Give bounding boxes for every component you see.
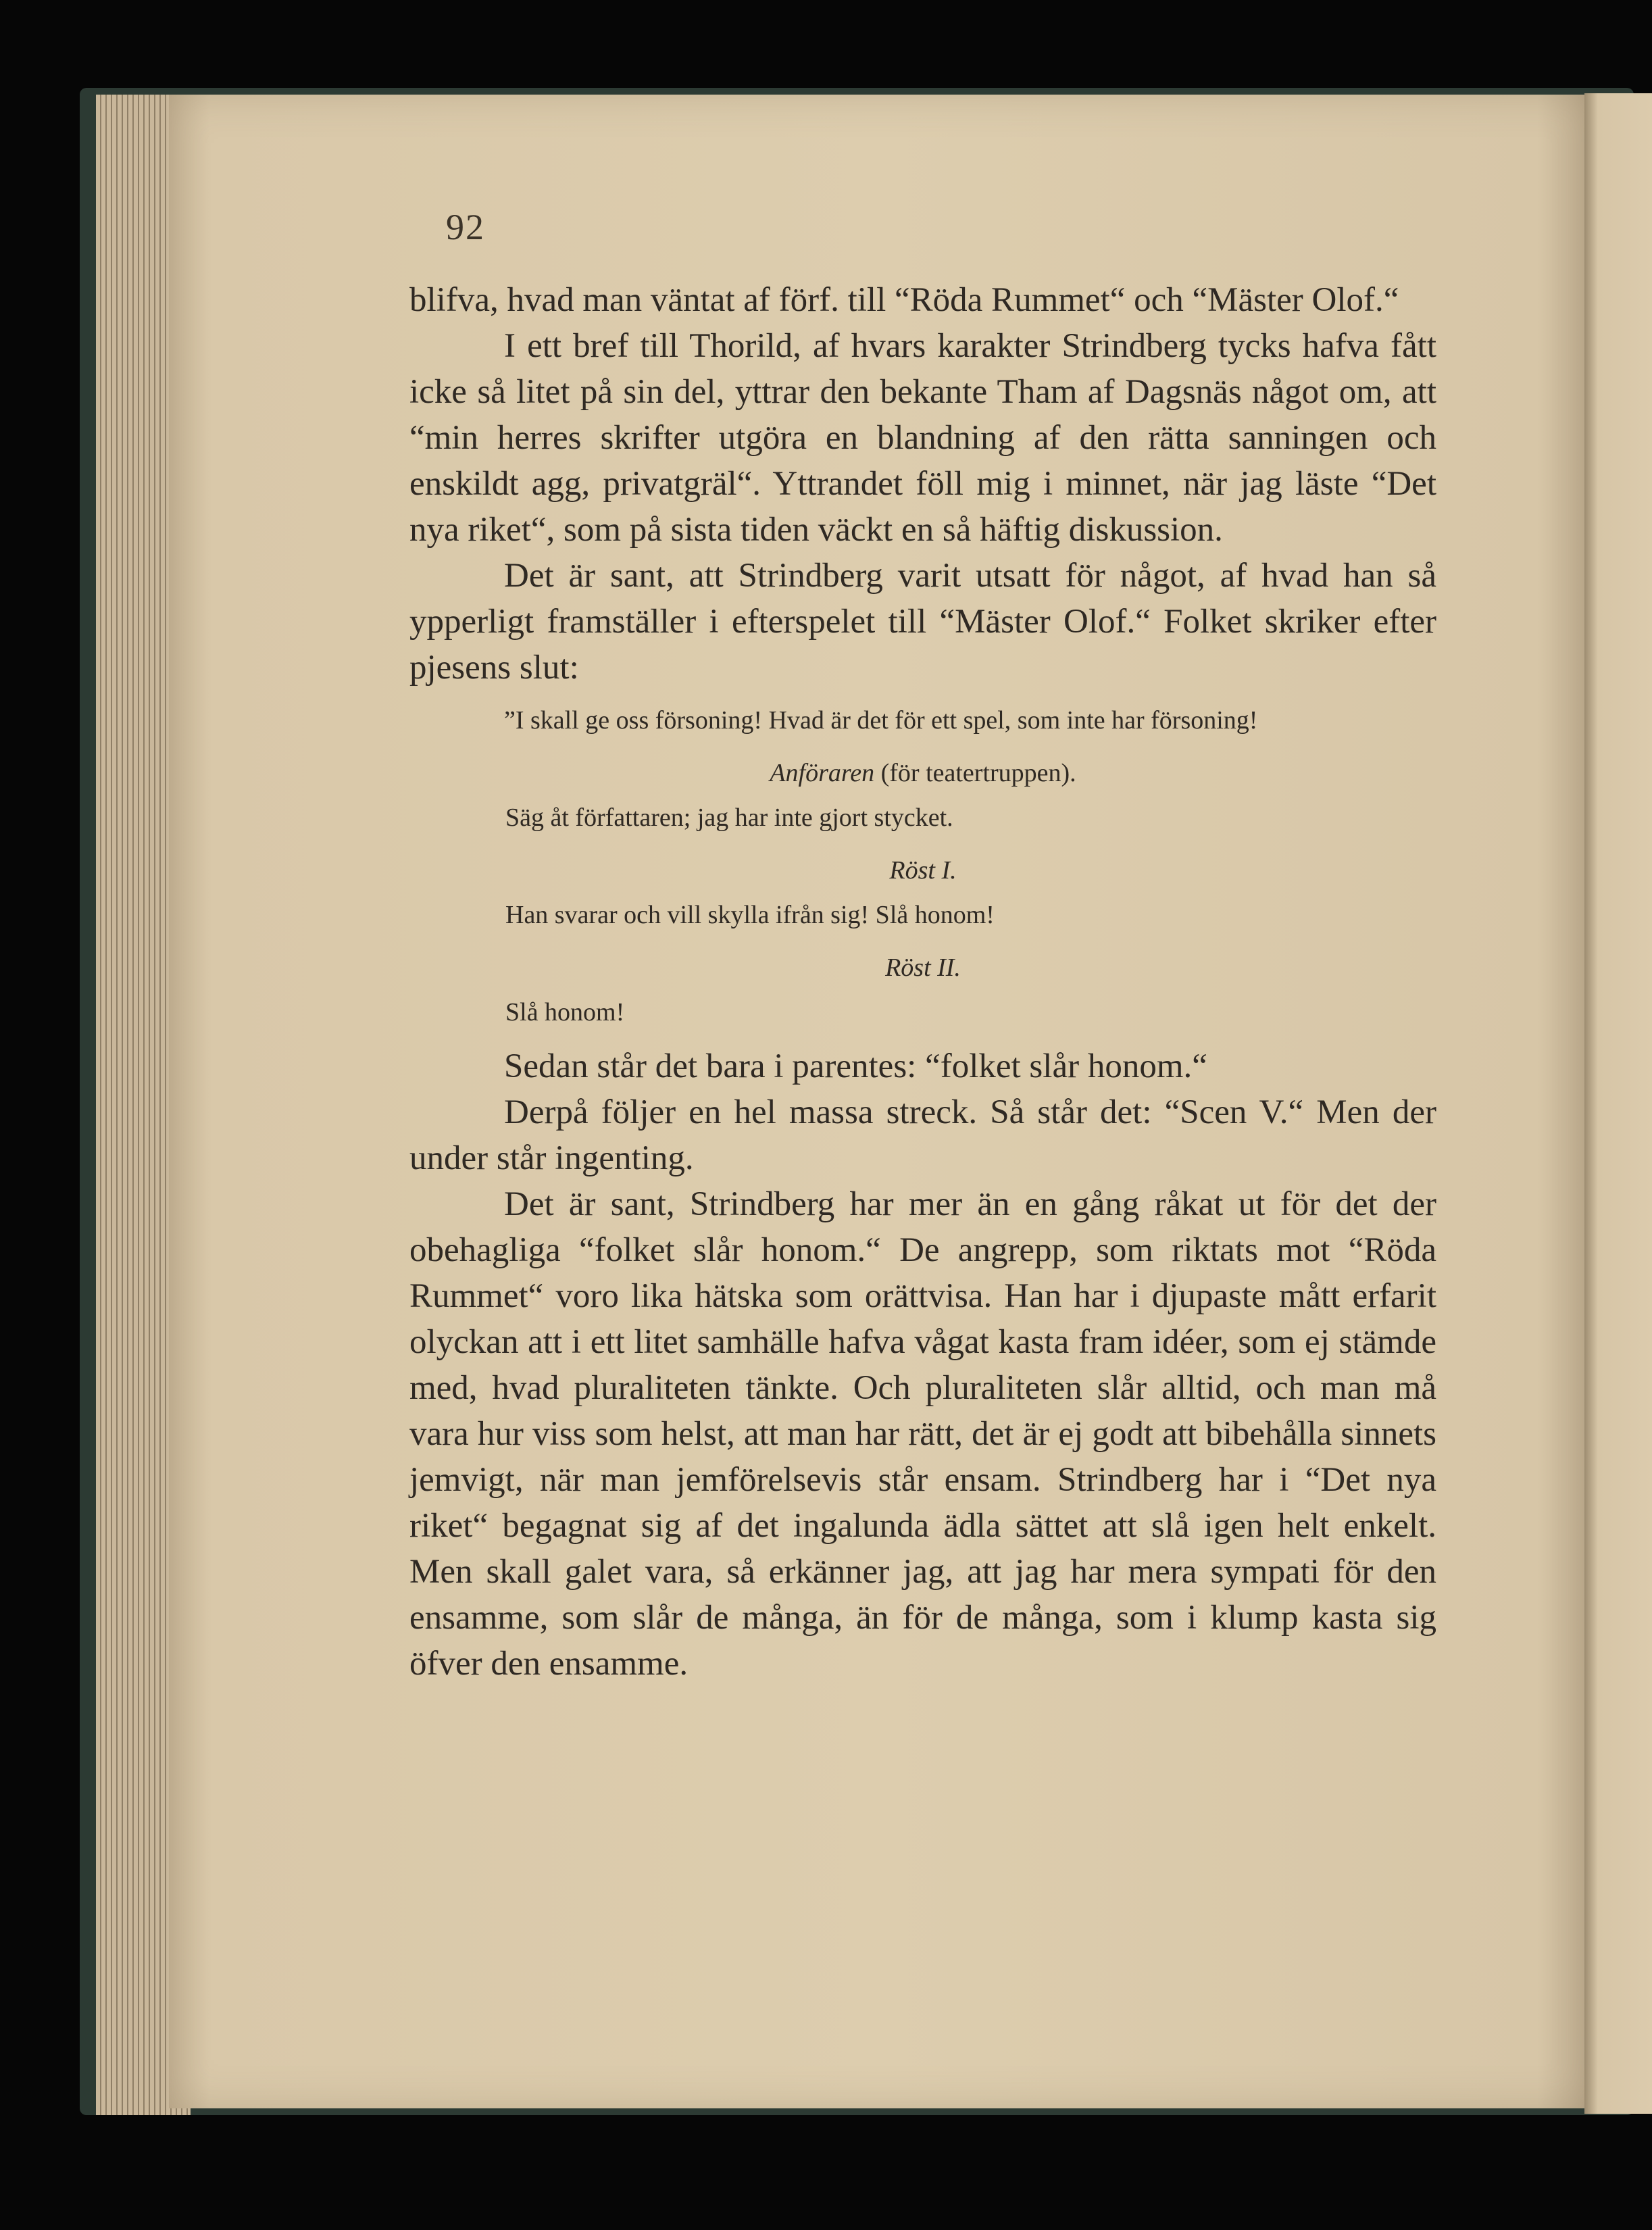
dialogue-quote [409, 700, 1436, 1033]
speaker-note: (för teatertruppen). [880, 759, 1076, 787]
dialogue-line: Han svarar och vill skylla ifrån sig! Slå honom! [505, 901, 995, 929]
dialogue-line: Slå honom! [505, 998, 625, 1026]
page-number: 92 [446, 207, 485, 247]
dialogue-line: Säg åt författaren; jag har inte gjort stycket. [505, 803, 953, 832]
facing-page [1584, 93, 1652, 2114]
paragraph: Sedan står det bara i parentes: “folket slår honom.“ [504, 1047, 1207, 1085]
paragraph: Derpå följer en hel massa streck. Så står det: “Scen V.“ Men der under står ingenting. [409, 1093, 1436, 1177]
speaker-name: Röst I. [889, 856, 957, 885]
speaker-name: Röst II. [885, 953, 961, 982]
speaker-name-text: Anföraren [770, 759, 875, 787]
paragraph: Det är sant, Strindberg har mer än en gång råkat ut för det der obehagliga “folket slår honom.“ De angrepp, som riktats mot “Röda Rummet“ voro lika hätska som orättvisa. Han har i djupaste mått erfarit olyckan att i ett litet samhälle hafva vågat kasta fram idéer, som ej stämde med, hvad pluraliteten tänkte. Och pluraliteten slår alltid, och man må vara hur viss som helst, att man har rätt, det är ej godt att bibehålla sinnets jemvigt, när man jemförelsevis står ensam. Strindberg har i “Det nya riket“ begagnat sig af det ingalunda ädla sättet att slå igen helt enkelt. Men skall galet vara, så erkänner jag, att jag har mera sympati för den ensamme, som slår de många, än för de många, som i klump kasta sig öfver den ensamme. [409, 1185, 1436, 1683]
speaker-name [409, 753, 1436, 793]
page-body [409, 277, 1436, 1687]
paragraph: I ett bref till Thorild, af hvars karakter Strindberg tycks hafva fått icke så litet på sin del, yttrar den bekante Tham af Dagsnäs något om, att “min herres skrifter utgöra en blandning af den rätta sanningen och enskildt agg, privatgräl“. Yttrandet föll mig i minnet, när jag läste “Det nya riket“, som på sista tiden väckt en så häftig diskussion. [409, 327, 1436, 549]
quote-opening: ”I skall ge oss försoning! Hvad är det för ett spel, som inte har försoning! [504, 706, 1258, 735]
paragraph: Det är sant, att Strindberg varit utsatt för något, af hvad han så ypperligt framställer i efterspelet till “Mäster Olof.“ Folket skriker efter pjesens slut: [409, 557, 1436, 687]
paragraph: blifva, hvad man väntat af förf. till “Röda Rummet“ och “Mäster Olof.“ [409, 281, 1399, 319]
